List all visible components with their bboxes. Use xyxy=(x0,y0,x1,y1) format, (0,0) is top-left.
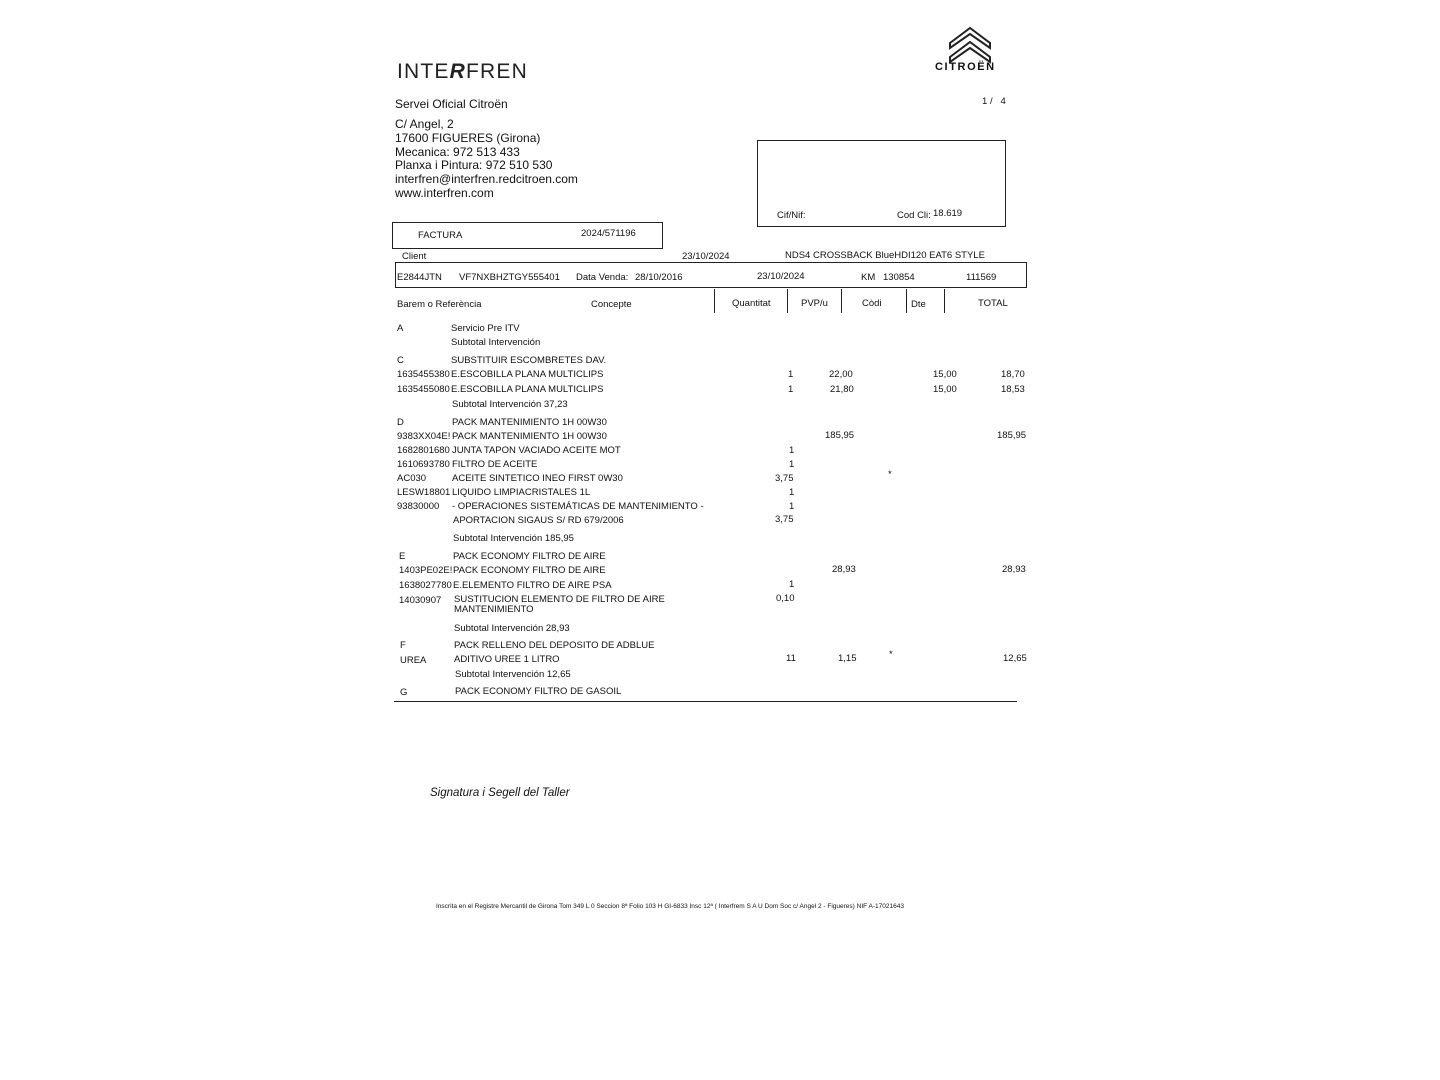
row-total: 12,65 xyxy=(1003,653,1027,664)
row-pvp: 22,00 xyxy=(829,369,853,380)
col-header-total: TOTAL xyxy=(978,298,1008,309)
row-codi: * xyxy=(889,649,893,660)
km-label: KM xyxy=(861,272,876,283)
row-ref: D xyxy=(397,417,404,428)
row-ref: F xyxy=(400,640,406,651)
row-concept: E.ESCOBILLA PLANA MULTICLIPS xyxy=(451,369,604,380)
col-divider xyxy=(787,289,788,313)
cod-cli-value: 18.619 xyxy=(933,208,963,219)
row-qty: 1 xyxy=(789,579,795,590)
vehicle-service-date: 23/10/2024 xyxy=(757,271,805,282)
row-qty: 1 xyxy=(789,501,795,512)
row-subtotal: Subtotal Intervención xyxy=(451,337,541,348)
company-address-line1: C/ Angel, 2 xyxy=(395,117,454,131)
row-total: 18,53 xyxy=(1001,384,1025,395)
citroen-wordmark: CITROËN xyxy=(935,61,996,73)
company-phone-mecanica: Mecanica: 972 513 433 xyxy=(395,145,520,159)
row-subtotal: Subtotal Intervención 185,95 xyxy=(453,533,574,544)
row-concept: SUSTITUCION ELEMENTO DE FILTRO DE AIRE xyxy=(454,594,665,605)
row-ref: 9383XX04E! xyxy=(397,431,451,442)
table-bottom-rule xyxy=(394,701,1017,702)
invoice-number: 2024/571196 xyxy=(581,228,636,239)
col-header-ref: Barem o Referència xyxy=(397,299,482,310)
vehicle-model: NDS4 CROSSBACK BlueHDI120 EAT6 STYLE xyxy=(785,250,985,261)
row-concept: PACK MANTENIMIENTO 1H 00W30 xyxy=(452,417,607,428)
company-phone-planxa: Planxa i Pintura: 972 510 530 xyxy=(395,158,553,172)
col-header-qty: Quantitat xyxy=(732,298,771,309)
interfren-logo xyxy=(397,60,528,84)
km-value: 130854 xyxy=(883,272,915,283)
row-ref: 1635455380 xyxy=(397,369,450,380)
page-total: 4 xyxy=(1000,96,1006,107)
row-concept: PACK MANTENIMIENTO 1H 00W30 xyxy=(452,431,607,442)
row-concept: PACK RELLENO DEL DEPOSITO DE ADBLUE xyxy=(454,640,655,651)
row-pvp: 1,15 xyxy=(838,653,857,664)
cod-cli-label: Cod Cli: xyxy=(897,210,931,221)
row-pvp: 21,80 xyxy=(830,384,854,395)
row-ref: 1610693780 xyxy=(397,459,450,470)
signature-label: Signatura i Segell del Taller xyxy=(430,787,570,799)
row-qty: 3,75 xyxy=(775,514,794,525)
row-ref: E xyxy=(399,551,406,562)
row-concept: FILTRO DE ACEITE xyxy=(452,459,538,470)
logo-part-1: INTE xyxy=(397,60,450,83)
row-ref: UREA xyxy=(400,655,427,666)
page-current: 1 xyxy=(982,96,988,107)
row-qty: 3,75 xyxy=(775,473,794,484)
row-ref: 93830000 xyxy=(397,501,440,512)
row-ref: AC030 xyxy=(397,473,427,484)
vehicle-code: 111569 xyxy=(966,272,997,283)
row-subtotal: Subtotal Intervención 37,23 xyxy=(452,399,568,410)
row-dte: 15,00 xyxy=(933,384,957,395)
sale-date-label: Data Venda: xyxy=(576,272,629,283)
col-divider xyxy=(906,289,907,313)
row-total: 28,93 xyxy=(1002,564,1026,575)
row-concept: JUNTA TAPON VACIADO ACEITE MOT xyxy=(452,445,621,456)
row-pvp: 185,95 xyxy=(825,430,855,441)
company-subtitle: Servei Oficial Citroën xyxy=(395,97,508,111)
logo-part-2: FREN xyxy=(466,60,528,83)
row-ref: G xyxy=(400,687,408,698)
col-header-concept: Concepte xyxy=(591,299,632,310)
row-ref: A xyxy=(397,323,404,334)
row-concept: PACK ECONOMY FILTRO DE GASOIL xyxy=(455,686,622,697)
cif-label: Cif/Nif: xyxy=(777,210,806,221)
page-separator: / xyxy=(989,96,993,107)
col-header-pvp: PVP/u xyxy=(801,298,828,309)
row-concept: PACK ECONOMY FILTRO DE AIRE xyxy=(453,565,606,576)
row-concept: - OPERACIONES SISTEMÁTICAS DE MANTENIMIENTO - xyxy=(452,501,704,512)
row-pvp: 28,93 xyxy=(832,564,856,575)
invoice-label: FACTURA xyxy=(418,230,463,241)
col-divider xyxy=(841,289,842,313)
col-divider xyxy=(944,289,945,313)
row-ref: 1682801680 xyxy=(397,445,450,456)
row-qty: 11 xyxy=(786,653,796,664)
row-ref: 1638027780 xyxy=(399,580,452,591)
row-concept: Servicio Pre ITV xyxy=(451,323,520,334)
row-qty: 1 xyxy=(789,459,795,470)
row-qty: 1 xyxy=(788,384,794,395)
row-concept: LIQUIDO LIMPIACRISTALES 1L xyxy=(452,487,591,498)
company-website: www.interfren.com xyxy=(395,186,494,200)
row-concept: ACEITE SINTETICO INEO FIRST 0W30 xyxy=(452,473,623,484)
invoice-date: 23/10/2024 xyxy=(682,251,730,262)
row-total: 18,70 xyxy=(1001,369,1025,380)
row-concept-line2: MANTENIMIENTO xyxy=(454,604,534,615)
company-email: interfren@interfren.redcitroen.com xyxy=(395,172,578,186)
row-concept: PACK ECONOMY FILTRO DE AIRE xyxy=(453,551,606,562)
citroen-double-chevron-icon xyxy=(946,24,994,64)
row-ref: 1635455080 xyxy=(397,384,450,395)
row-qty: 1 xyxy=(788,369,794,380)
row-qty: 0,10 xyxy=(776,593,795,604)
logo-part-r: R xyxy=(449,60,467,83)
client-label: Client xyxy=(402,251,427,262)
row-codi: * xyxy=(888,469,892,480)
row-qty: 1 xyxy=(789,445,795,456)
row-total: 185,95 xyxy=(997,430,1027,441)
row-concept: E.ELEMENTO FILTRO DE AIRE PSA xyxy=(453,580,612,591)
vehicle-vin: VF7NXBHZTGY555401 xyxy=(459,272,560,283)
registry-footer: Inscrita en el Registre Mercantil de Girona Tom 349 L 0 Seccion 8ª Folio 103 H GI-6833 Insc 12ª ( Interfrem S A U Dom Soc c/ Angel 2 - Figueres) NIF A-17021643 xyxy=(436,903,904,910)
row-subtotal: Subtotal Intervención 28,93 xyxy=(454,623,570,634)
sale-date: 28/10/2016 xyxy=(635,272,683,283)
col-header-dte: Dte xyxy=(911,299,926,310)
row-concept: APORTACION SIGAUS S/ RD 679/2006 xyxy=(453,515,624,526)
row-ref: 1403PE02E! xyxy=(399,565,453,576)
row-ref: LESW18801 xyxy=(397,487,451,498)
company-address-line2: 17600 FIGUERES (Girona) xyxy=(395,131,541,145)
col-divider xyxy=(714,289,715,313)
row-subtotal: Subtotal Intervención 12,65 xyxy=(455,669,571,680)
row-ref: 14030907 xyxy=(399,595,442,606)
row-dte: 15,00 xyxy=(933,369,957,380)
page-indicator xyxy=(982,96,1006,107)
col-header-codi: Còdi xyxy=(862,298,882,309)
row-concept: SUBSTITUIR ESCOMBRETES DAV. xyxy=(451,355,607,366)
row-ref: C xyxy=(397,355,404,366)
row-qty: 1 xyxy=(789,487,795,498)
row-concept: ADITIVO UREE 1 LITRO xyxy=(454,654,560,665)
row-concept: E.ESCOBILLA PLANA MULTICLIPS xyxy=(451,384,604,395)
vehicle-plate: E2844JTN xyxy=(397,272,442,283)
